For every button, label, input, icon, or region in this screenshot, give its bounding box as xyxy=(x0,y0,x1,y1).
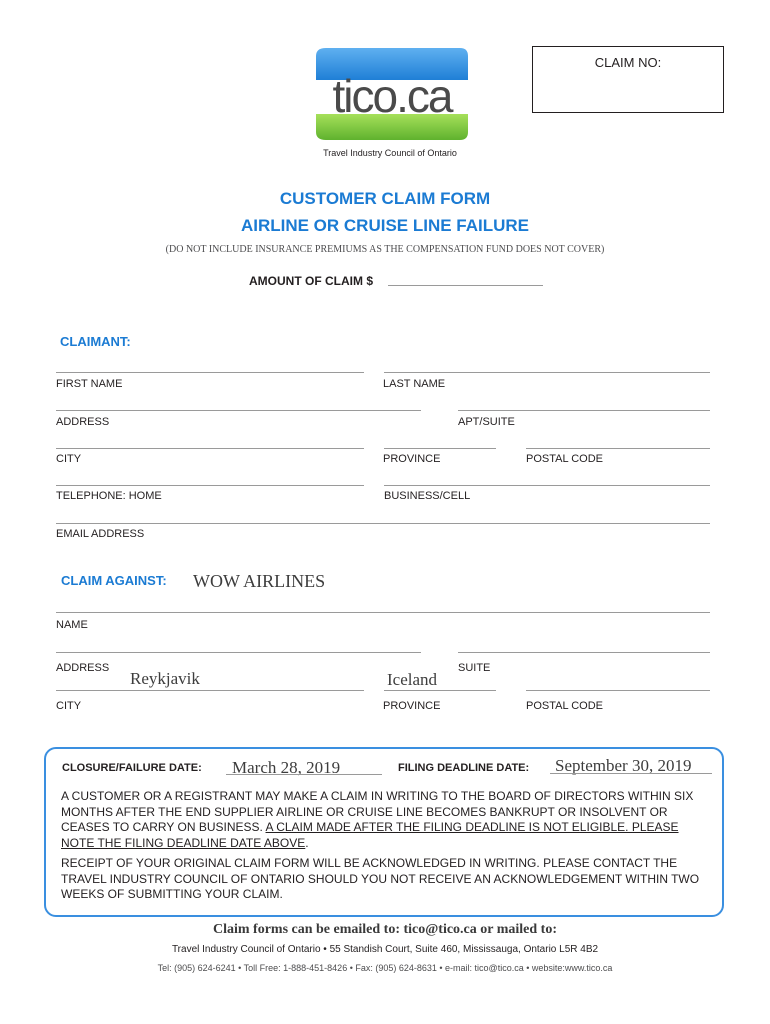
first-name-label: FIRST NAME xyxy=(56,378,123,390)
email-label: EMAIL ADDRESS xyxy=(56,528,145,540)
amount-field[interactable] xyxy=(388,285,543,286)
filing-deadline-label: FILING DEADLINE DATE: xyxy=(398,762,530,774)
against-suite-field[interactable] xyxy=(458,652,710,653)
against-city-label: CITY xyxy=(56,700,82,712)
claimant-heading: CLAIMANT: xyxy=(60,334,131,349)
against-address-label: ADDRESS xyxy=(56,662,110,674)
claim-number-label: CLAIM NO: xyxy=(594,55,662,70)
footer-contact-info: Tel: (905) 624-6241 • Toll Free: 1-888-451-8426 • Fax: (905) 624-8631 • e-mail: tico@tico.ca • website:www.tico.ca xyxy=(157,963,613,973)
address-label: ADDRESS xyxy=(56,416,110,428)
footer-mail-instructions: Claim forms can be emailed to: tico@tico.ca or mailed to: xyxy=(212,922,557,937)
last-name-label: LAST NAME xyxy=(383,378,446,390)
home-phone-field[interactable] xyxy=(56,485,364,486)
last-name-field[interactable] xyxy=(384,372,710,373)
address-field[interactable] xyxy=(56,410,421,411)
exclusion-note: (DO NOT INCLUDE INSURANCE PREMIUMS AS THE COMPENSATION FUND DOES NOT COVER) xyxy=(165,244,605,255)
closure-date-label: CLOSURE/FAILURE DATE: xyxy=(62,762,202,774)
city-label: CITY xyxy=(56,453,82,465)
notice-paragraph-1 xyxy=(61,789,711,851)
claim-against-value[interactable]: WOW AIRLINES xyxy=(193,571,326,591)
against-postal-code-field[interactable] xyxy=(526,690,710,691)
business-cell-label: BUSINESS/CELL xyxy=(384,490,471,502)
against-city-field[interactable] xyxy=(56,690,364,691)
form-title: CUSTOMER CLAIM FORM xyxy=(279,189,491,208)
against-name-label: NAME xyxy=(56,619,88,631)
province-label: PROVINCE xyxy=(383,453,441,465)
home-phone-label: TELEPHONE: HOME xyxy=(56,490,162,502)
claim-number-box[interactable] xyxy=(532,46,724,113)
business-cell-field[interactable] xyxy=(384,485,710,486)
against-province-value[interactable]: Iceland xyxy=(387,670,438,689)
logo-wordmark: tico.ca xyxy=(332,70,452,122)
closure-date-value[interactable]: March 28, 2019 xyxy=(232,758,341,777)
amount-label: AMOUNT OF CLAIM $ xyxy=(249,274,373,288)
notice-p1-text: A CUSTOMER OR A REGISTRANT MAY MAKE A CLAIM IN WRITING TO THE BOARD OF DIRECTORS WITHIN SIX MONTHS AFTER THE END SUPPLIER AIRLINE OR CRUISE LINE BECOMES BANKRUPT OR INSOLVENT OR CEASES TO CARRY ON BUSINESS. xyxy=(61,789,694,834)
tico-logo xyxy=(310,46,470,142)
filing-deadline-field[interactable] xyxy=(550,773,712,774)
notice-p1-period: . xyxy=(305,835,309,850)
email-field[interactable] xyxy=(56,523,710,524)
against-address-field[interactable] xyxy=(56,652,421,653)
against-postal-code-label: POSTAL CODE xyxy=(526,700,604,712)
closure-date-field[interactable] xyxy=(226,774,382,775)
filing-deadline-value[interactable]: September 30, 2019 xyxy=(555,756,692,775)
apt-suite-label: APT/SUITE xyxy=(458,416,515,428)
first-name-field[interactable] xyxy=(56,372,364,373)
footer-mailing-address: Travel Industry Council of Ontario • 55 Standish Court, Suite 460, Mississauga, Ontario L5R 4B2 xyxy=(171,944,599,955)
against-province-label: PROVINCE xyxy=(383,700,441,712)
notice-paragraph-2: RECEIPT OF YOUR ORIGINAL CLAIM FORM WILL BE ACKNOWLEDGED IN WRITING. PLEASE CONTACT THE TRAVEL INDUSTRY COUNCIL OF ONTARIO SHOULD YOU NOT RECEIVE AN ACKNOWLEDGEMENT WITHIN TWO WEEKS OF SUBMITTING YOUR CLAIM. xyxy=(61,856,700,901)
province-field[interactable] xyxy=(384,448,496,449)
postal-code-label: POSTAL CODE xyxy=(526,453,604,465)
apt-suite-field[interactable] xyxy=(458,410,710,411)
against-province-field[interactable] xyxy=(384,690,496,691)
against-name-field[interactable] xyxy=(56,612,710,613)
notice-p1-underlined: A CLAIM MADE AFTER THE FILING DEADLINE IS NOT ELIGIBLE. PLEASE NOTE THE FILING DEADLINE DATE ABOVE xyxy=(61,820,679,850)
against-suite-label: SUITE xyxy=(458,662,491,674)
logo-subtitle: Travel Industry Council of Ontario xyxy=(323,148,457,158)
form-subtitle: AIRLINE OR CRUISE LINE FAILURE xyxy=(240,216,530,235)
claim-against-heading: CLAIM AGAINST: xyxy=(61,573,167,588)
city-field[interactable] xyxy=(56,448,364,449)
postal-code-field[interactable] xyxy=(526,448,710,449)
against-city-value[interactable]: Reykjavik xyxy=(130,669,200,688)
